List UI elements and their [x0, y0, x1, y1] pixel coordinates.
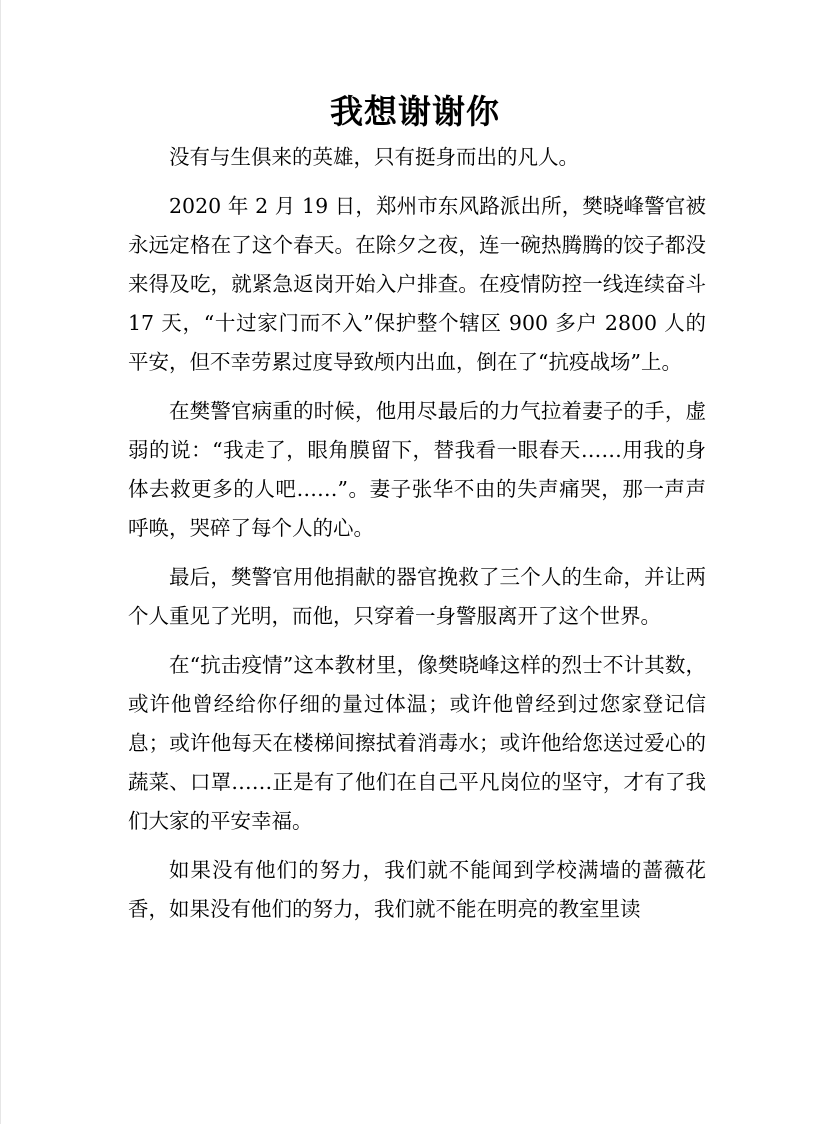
- paragraph: 如果没有他们的努力，我们就不能闻到学校满墙的蔷薇花香，如果没有他们的努力，我们就不能在明亮的教室里读: [128, 858, 706, 921]
- paragraph: 在“抗击疫情”这本教材里，像樊晓峰这样的烈士不计其数，或许他曾经给你仔细的量过体温；或许他曾经到过您家登记信息；或许他每天在楼梯间擦拭着消毒水；或许他给您送过爱心的蔬菜、口罩……正是有了他们在自己平凡岗位的坚守，才有了我们大家的平安幸福。: [128, 653, 706, 833]
- paragraph: 没有与生俱来的英雄，只有挺身而出的凡人。: [169, 145, 579, 169]
- paragraph: 最后，樊警官用他捐献的器官挽救了三个人的生命，并让两个人重见了光明，而他，只穿着一身警服离开了这个世界。: [128, 565, 706, 628]
- paragraph: 在樊警官病重的时候，他用尽最后的力气拉着妻子的手，虚弱的说：“我走了，眼角膜留下，替我看一眼春天……用我的身体去救更多的人吧……”。妻子张华不由的失声痛哭，那一声声呼唤，哭碎了每个人的心。: [128, 399, 706, 540]
- document-body: [128, 138, 706, 939]
- paragraph: 2020 年 2 月 19 日，郑州市东风路派出所，樊晓峰警官被永远定格在了这个春天。在除夕之夜，连一碗热腾腾的饺子都没来得及吃，就紧急返岗开始入户排查。在疫情防控一线连续奋斗 17 天，“十过家门而不入”保护整个辖区 900 多户 2800 人的平安，但不幸劳累过度导致颅内出血，倒在了“抗疫战场”上。: [128, 194, 706, 374]
- document-title: 我想谢谢你: [330, 92, 500, 131]
